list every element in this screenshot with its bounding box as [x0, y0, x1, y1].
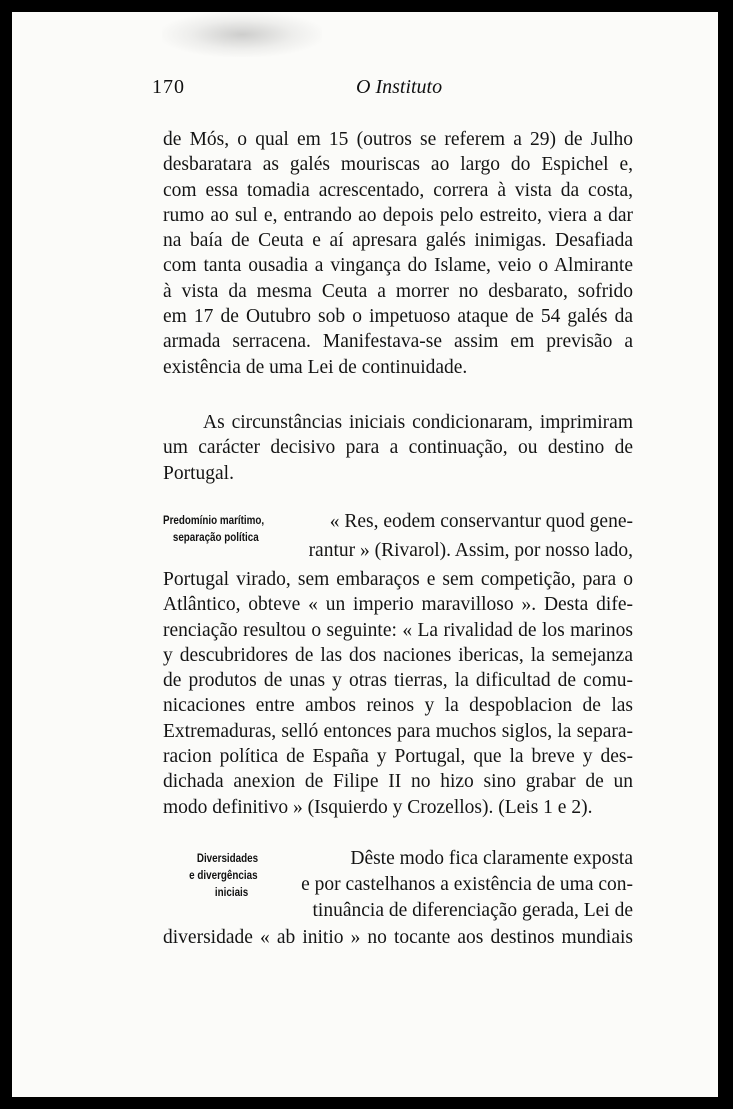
text-line: diversidade « ab initio » no tocante aos destinos mundiais [163, 927, 633, 948]
margin-note-predominio [163, 512, 264, 546]
margin-note-line: Diversidades [196, 851, 259, 865]
scan-smudge [162, 12, 322, 57]
text-line: nicaciones entre ambos reinos y la despoblacion de las [163, 695, 633, 717]
text-line: y descubridores de las dos naciones ibericas, la semejanza [163, 644, 633, 666]
book-page [12, 12, 718, 1097]
section-1-body [163, 567, 633, 820]
text-line: Portugal. [163, 462, 234, 484]
running-title: O Instituto [356, 76, 443, 98]
text-line: desbaratara as galés mouriscas ao largo do Espichel e, [163, 154, 633, 176]
text-line: racion política de España y Portugal, que la breve y des- [163, 746, 633, 768]
margin-note-line: Predomínio marítimo, [163, 513, 265, 527]
text-line: e por castelhanos a existência de uma con- [301, 874, 633, 895]
text-line: dichada anexion de Filipe II no hizo sino grabar de un [163, 771, 633, 793]
text-line: na baía de Ceuta e aí apresara galés inimigas. Desafiada [163, 230, 633, 252]
text-line: em 17 de Outubro sob o impetuoso ataque de 54 galés da [163, 306, 633, 328]
section-2-body [163, 925, 633, 950]
margin-note-diversidades [187, 850, 258, 901]
text-line: um carácter decisivo para a continuação, ou destino de [163, 437, 633, 459]
text-line: armada serracena. Manifestava-se assim em previsão a [163, 331, 633, 353]
text-line: rantur » (Rivarol). Assim, por nosso lado, [308, 540, 633, 561]
text-line: modo definitivo » (Isquierdo y Crozellos). (Leis 1 e 2). [163, 796, 593, 818]
page-header [12, 76, 718, 106]
text-line: Atlântico, obteve « un imperio maravilloso ». Desta dife- [163, 594, 633, 616]
margin-note-line: separação política [172, 530, 259, 544]
text-line: « Res, eodem conservantur quod gene- [329, 511, 633, 532]
paragraph-2 [163, 410, 633, 486]
text-line: rumo ao sul e, entrando ao depois pelo estreito, viera a dar [163, 204, 633, 226]
margin-note-line: e divergências [189, 868, 258, 882]
text-line: de Mós, o qual em 15 (outros se referem a 29) de Julho [163, 129, 633, 150]
text-line: Portugal virado, sem embaraços e sem competição, para o [163, 569, 633, 590]
text-line: com essa tomadia acrescentado, correra à vista da costa, [163, 179, 633, 201]
text-line: As circunstâncias iniciais condicionaram, imprimiram [203, 412, 633, 433]
margin-note-line: iniciais [214, 885, 249, 899]
text-line: de produtos de unas y otras tierras, la dificultad de comu- [163, 670, 633, 692]
text-line: com tanta ousadia a vingança do Islame, veio o Almirante [163, 255, 633, 277]
text-line: à vista da mesma Ceuta a morrer no desbarato, sofrido [163, 280, 633, 302]
paragraph-1 [163, 127, 633, 380]
page-number: 170 [152, 76, 185, 98]
text-line: existência de uma Lei de continuidade. [163, 356, 468, 378]
text-line: tinuância de diferenciação gerada, Lei de [312, 900, 633, 921]
text-line: renciação resultou o seguinte: « La rivalidad de los marinos [163, 619, 633, 641]
text-line: Extremaduras, selló entonces para muchos siglos, la separa- [163, 720, 633, 742]
text-line: Dêste modo fica claramente exposta [350, 848, 633, 869]
